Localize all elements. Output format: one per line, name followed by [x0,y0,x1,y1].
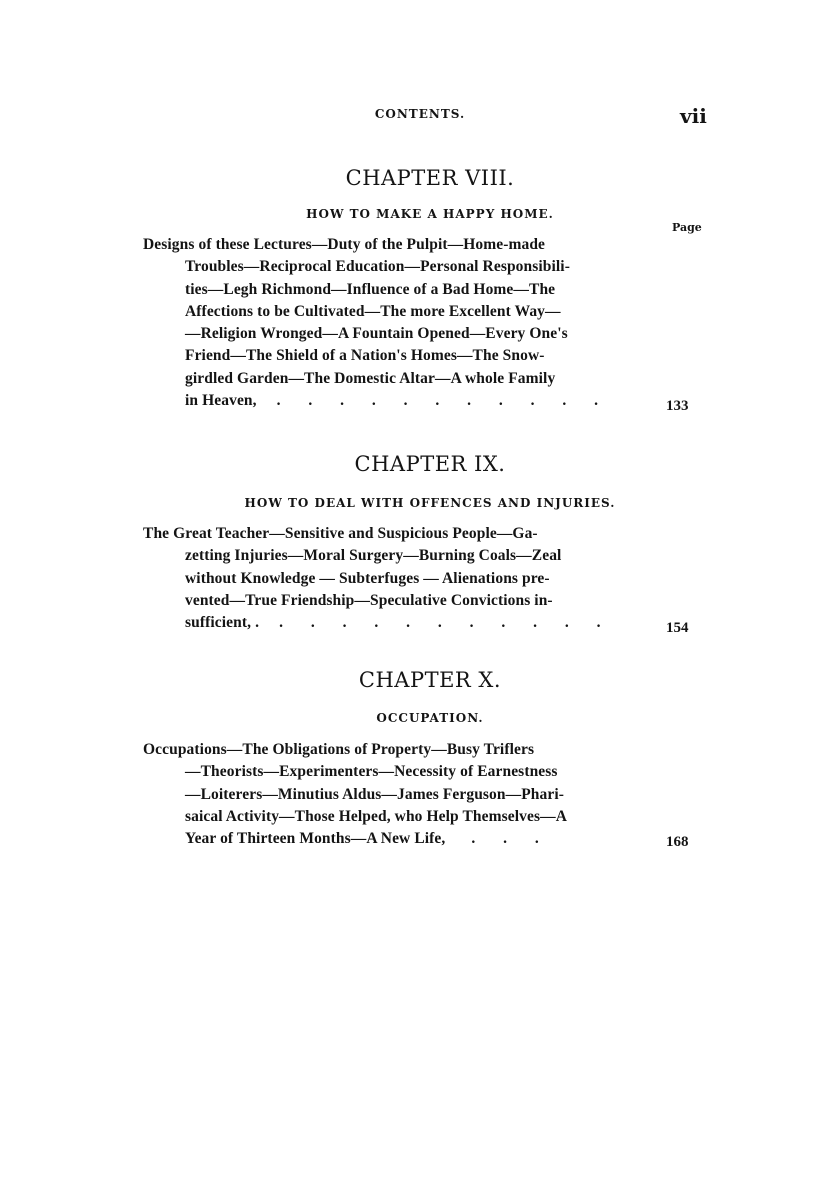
chapter-10-page-number: 168 [666,834,689,850]
summary-last-line [143,828,663,850]
summary-last-line [143,612,663,634]
summary-line: Occupations—The Obligations of Property—Busy Triflers [143,741,535,758]
summary-last-line [143,390,663,412]
chapter-10-subtitle: OCCUPATION. [376,711,484,725]
page-column-label: Page [672,221,702,234]
chapter-9-page-number: 154 [666,620,689,636]
summary-line: The Great Teacher—Sensitive and Suspicious People—Ga- [143,525,538,542]
summary-line: Friend—The Shield of a Nation's Homes—The Snow- [185,347,545,365]
summary-line: Affections to be Cultivated—The more Excellent Way— [185,302,561,320]
page-folio: vii [680,104,707,128]
summary-line: —Religion Wronged—A Fountain Opened—Every One's [185,325,568,343]
summary-line: vented—True Friendship—Speculative Convictions in- [185,591,553,609]
summary-line: sufficient, . [185,614,260,632]
chapter-8-page-number: 133 [666,398,689,414]
chapter-9-subtitle: HOW TO DEAL WITH OFFENCES AND INJURIES. [244,496,616,510]
leader-dots: . . . . . . . . . . . [276,392,610,410]
summary-line: zetting Injuries—Moral Surgery—Burning Coals—Zeal [185,547,562,565]
summary-line: —Theorists—Experimenters—Necessity of Earnestness [185,763,558,781]
leader-dots: . . . . . . . . . . . [279,614,613,632]
chapter-8-subtitle: HOW TO MAKE A HAPPY HOME. [306,207,554,221]
summary-line: Troubles—Reciprocal Education—Personal Responsibili- [185,258,570,276]
summary-line: Designs of these Lectures—Duty of the Pulpit—Home-made [143,236,546,253]
summary-line: saical Activity—Those Helped, who Help Themselves—A [185,807,567,825]
leader-dots: . . . [471,830,551,848]
summary-line: ties—Legh Richmond—Influence of a Bad Home—The [185,280,556,298]
summary-line: in Heaven, [185,392,257,410]
chapter-10-title: CHAPTER X. [358,668,502,692]
chapter-8-summary [143,234,663,412]
summary-line: —Loiterers—Minutius Aldus—James Ferguson—Phari- [185,785,565,803]
chapter-9-title: CHAPTER IX. [354,452,506,476]
chapter-9-summary [143,523,663,634]
chapter-10-summary [143,739,663,850]
summary-line: without Knowledge — Subterfuges — Alienations pre- [185,569,550,587]
running-head: CONTENTS. [374,107,466,121]
summary-line: girdled Garden—The Domestic Altar—A whole Family [185,369,556,387]
summary-line: Year of Thirteen Months—A New Life, [185,830,446,848]
chapter-8-title: CHAPTER VIII. [345,166,515,190]
